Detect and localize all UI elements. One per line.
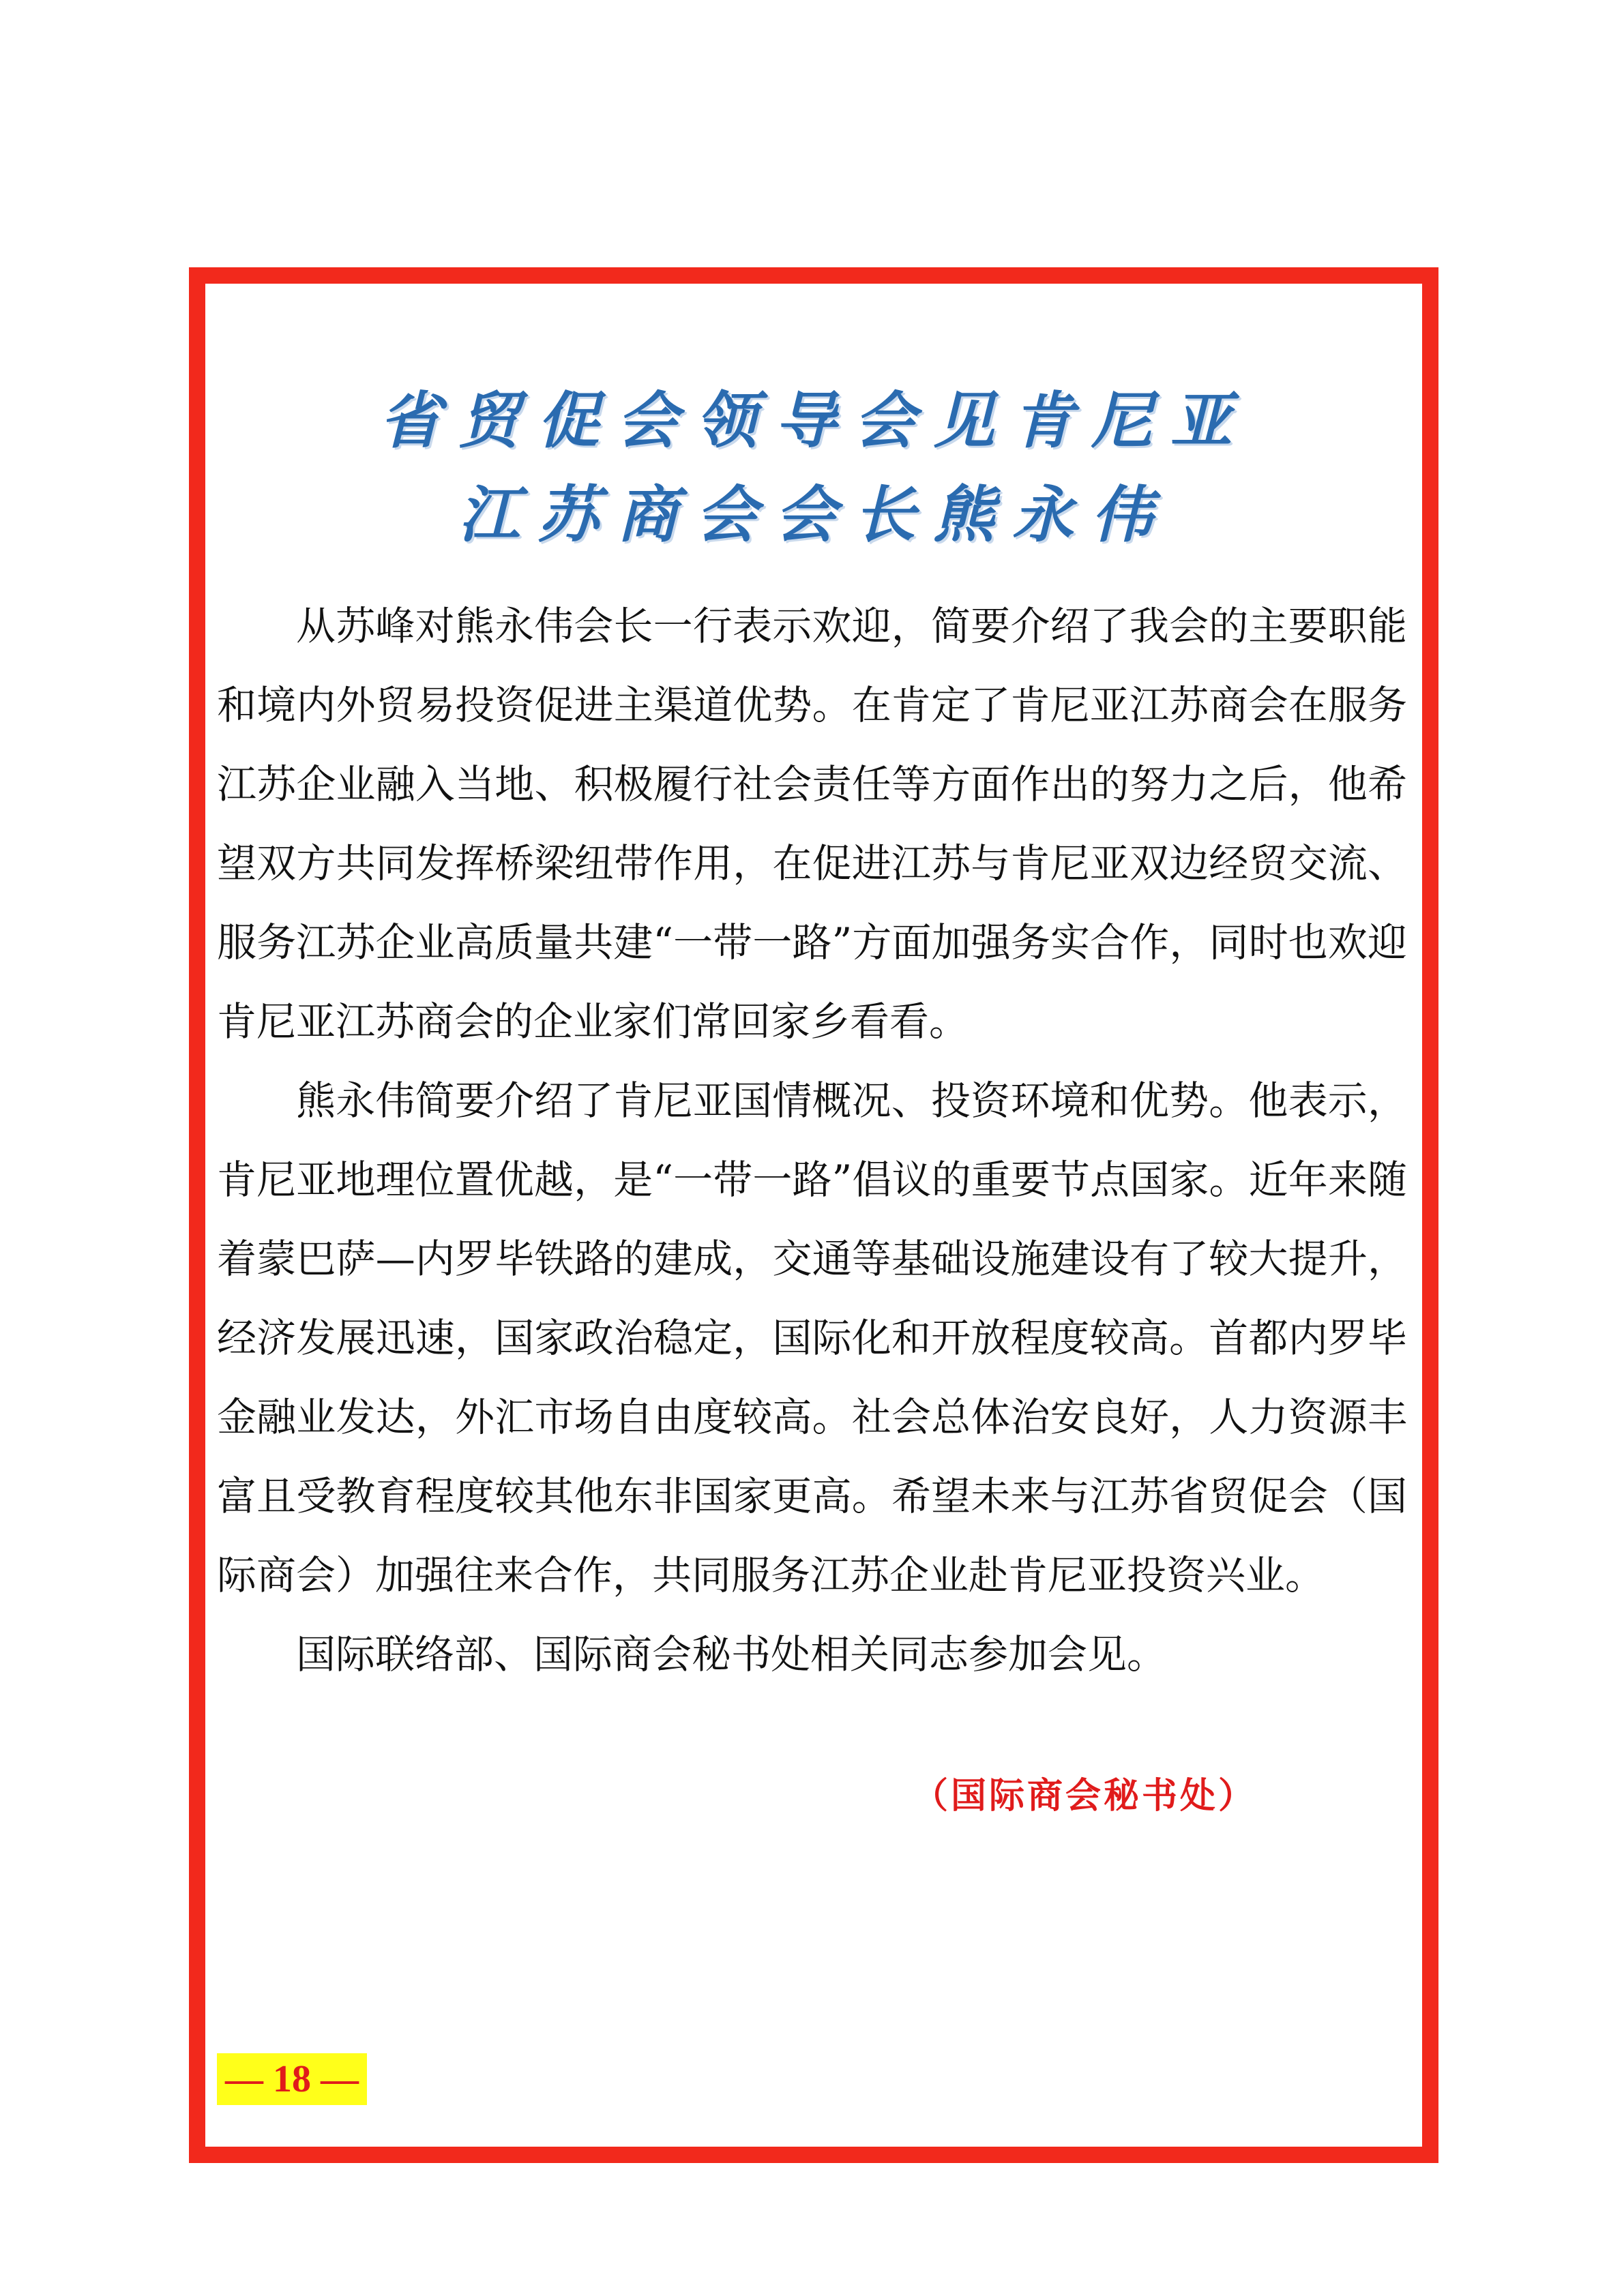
body-paragraph-3: 国际联络部、国际商会秘书处相关同志参加会见。 [296,1631,1167,1678]
page-number: — 18 — [217,2053,367,2105]
body-paragraph-1: 从苏峰对熊永伟会长一行表示欢迎，简要介绍了我会的主要职能和境内外贸易投资促进主渠道优势。在肯定了肯尼亚江苏商会在服务江苏企业融入当地、积极履行社会责任等方面作出的努力之后，他希望双方共同发挥桥梁纽带作用，在促进江苏与肯尼亚双边经贸交流、服务江苏企业高质量共建“一带一路”方面加强务实合作，同时也欢迎肯尼亚江苏商会的企业家们常回家乡看看。 [217,603,1407,1045]
body-paragraph-2: 熊永伟简要介绍了肯尼亚国情概况、投资环境和优势。他表示，肯尼亚地理位置优越，是“一带一路”倡议的重要节点国家。近年来随着蒙巴萨—内罗毕铁路的建成，交通等基础设施建设有了较大提升，经济发展迅速，国家政治稳定，国际化和开放程度较高。首都内罗毕金融业发达，外汇市场自由度较高。社会总体治安良好，人力资源丰富且受教育程度较其他东非国家更高。希望未来与江苏省贸促会（国际商会）加强往来合作，共同服务江苏企业赴肯尼亚投资兴业。 [217,1077,1407,1598]
article-title-line-1: 省贸促会领导会见肯尼亚 [379,385,1250,457]
article-body [217,586,1407,1694]
article-title-line-2: 江苏商会会长熊永伟 [458,479,1170,551]
article-source: （国际商会秘书处） [913,1775,1257,1817]
